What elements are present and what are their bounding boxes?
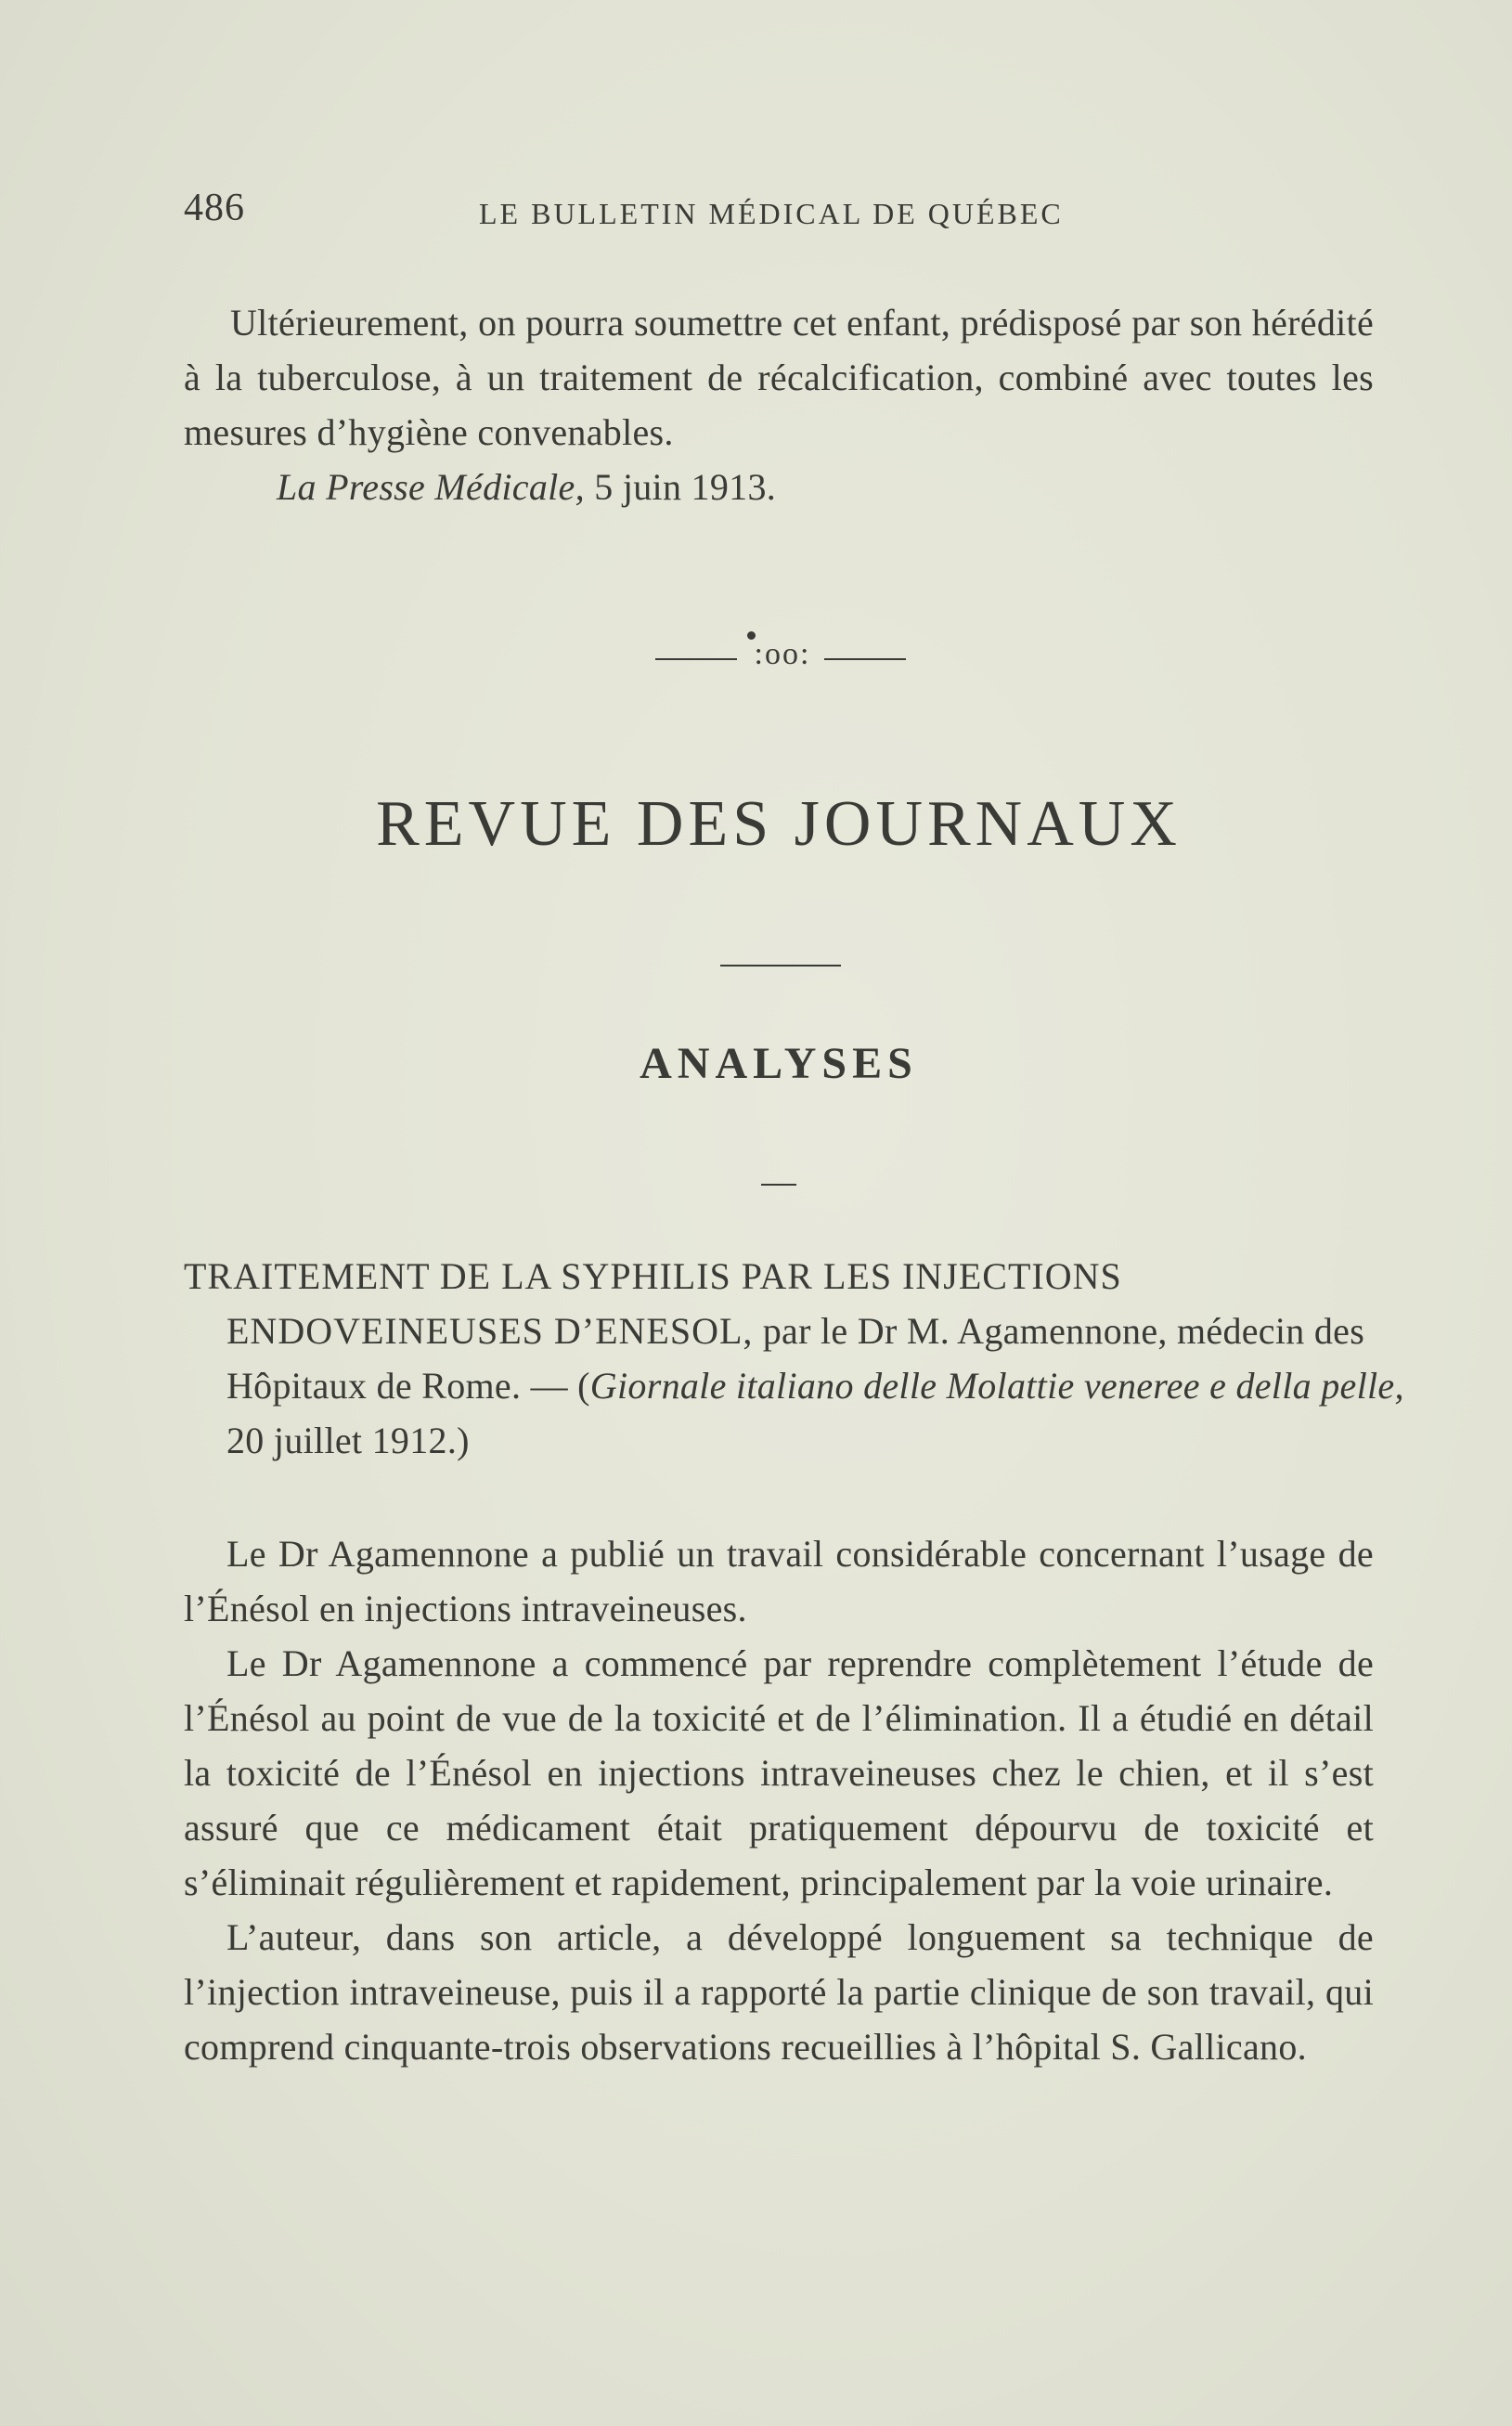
citation-source: La Presse Médicale,: [277, 466, 585, 508]
citation-date: 5 juin 1913.: [594, 466, 777, 508]
section-title: REVUE DES JOURNAUX: [376, 788, 1182, 860]
journal-title: LE BULLETIN MÉDICAL DE QUÉBEC: [479, 197, 1064, 230]
subsection-rule: [761, 1184, 796, 1186]
article-paragraph: Le Dr Agamennone a commencé par reprendre complètement l’étude de l’Énésol au point de vue de la toxicité et de l’élimination. Il a étudié en détail la toxicité de l’Énésol en injections intraveineuses chez le chien, et il s’est assuré que ce médicament était pratiquement dépourvu de toxicité et s’éliminait régulièrement et rapidement, principalement par la voie urinaire.: [184, 1642, 1374, 1903]
ornamental-separator: [655, 631, 906, 687]
page-number: 486: [184, 187, 245, 229]
separator-rule-right: [824, 658, 906, 660]
article-author: par le Dr M. Agamennone, médecin des Hôpitaux de Rome. — (: [226, 1310, 1365, 1407]
section-rule: [720, 965, 841, 967]
citation: [184, 460, 1374, 514]
running-head: [184, 186, 1372, 241]
article-title: TRAITEMENT DE LA SYPHILIS PAR LES INJECTIONS ENDOVEINEUSES D’ENESOL,: [184, 1255, 1122, 1352]
article-paragraph: Le Dr Agamennone a publié un travail considérable concernant l’usage de l’Énésol en injections intraveineuses.: [184, 1533, 1374, 1629]
article-paragraph: L’auteur, dans son article, a développé longuement sa technique de l’injection intraveineuse, puis il a rapporté la partie clinique de son travail, qui comprend cinquante-trois observations recueillies à l’hôpital S. Gallicano.: [184, 1916, 1374, 2068]
intro-section: [184, 295, 1374, 514]
subsection-title: ANALYSES: [640, 1039, 918, 1088]
separator-rule-left: [655, 658, 737, 660]
article-source: Giornale italiano delle Molattie veneree e della pelle,: [589, 1365, 1404, 1407]
intro-paragraph: Ultérieurement, on pourra soumettre cet enfant, prédisposé par son hérédité à la tuberculose, à un traitement de récalcification, combiné avec toutes les mesures d’hygiène convenables.: [184, 302, 1374, 453]
article-heading: [184, 1249, 1416, 1468]
separator-mark: :oo:: [754, 637, 811, 671]
article-body: [184, 1526, 1374, 2074]
article-date: 20 juillet 1912.): [226, 1420, 470, 1461]
